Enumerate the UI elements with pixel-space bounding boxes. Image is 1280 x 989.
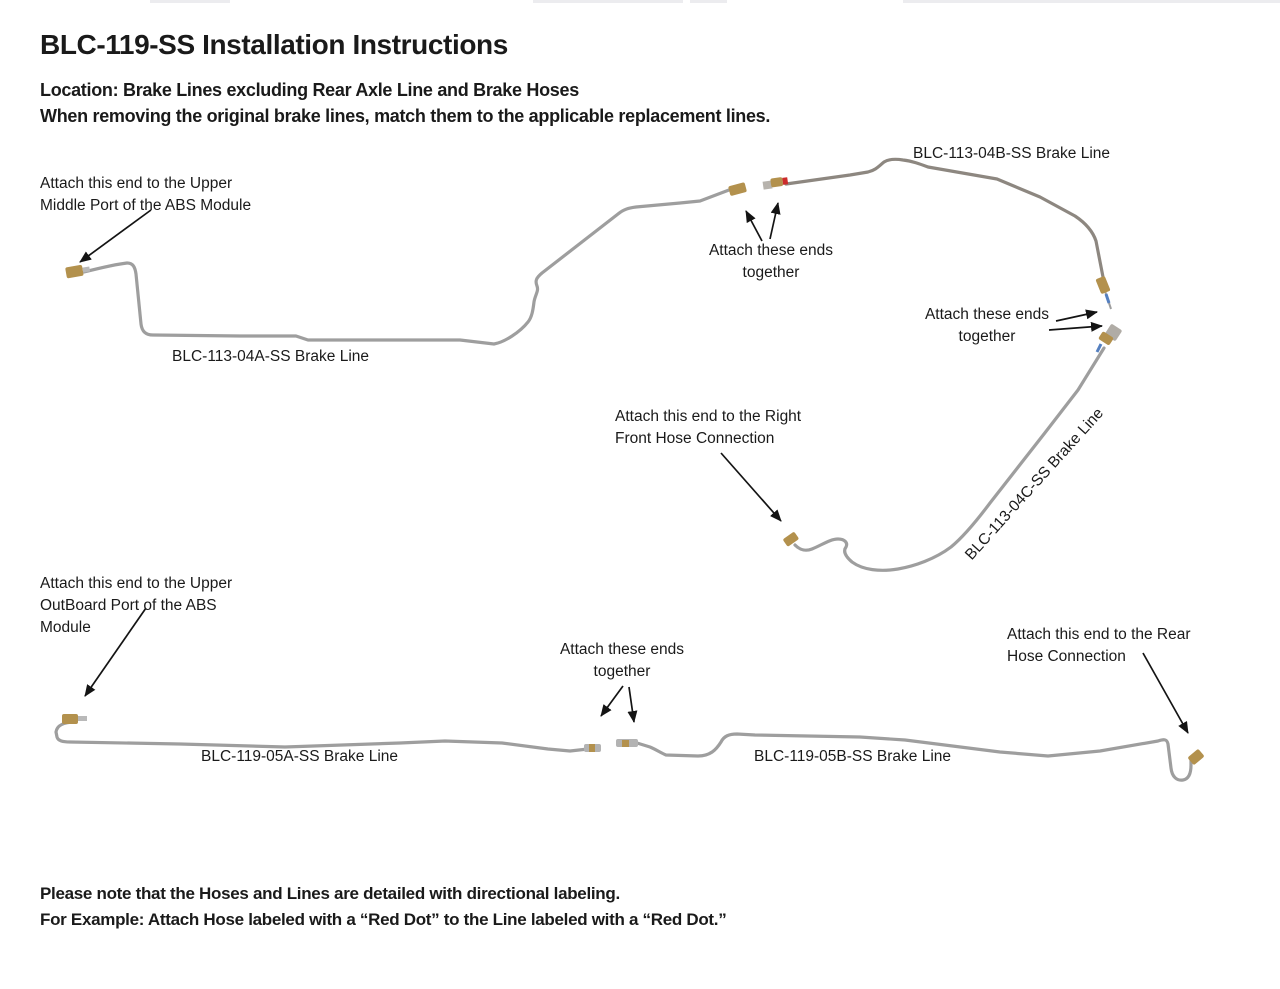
location-line: Location: Brake Lines excluding Rear Axle Line and Brake Hoses [40, 80, 579, 100]
callout-abs-upper-middle-port: Attach this end to the Upper Middle Port of the ABS Module [40, 175, 252, 214]
callout-ends-together-bottom: Attach these ends together [559, 641, 685, 680]
removal-instruction-line: When removing the original brake lines, match them to the applicable replacement lines. [40, 106, 771, 126]
brass-fitting [65, 263, 91, 278]
label-blc-119-05a: BLC-119-05A-SS Brake Line [201, 748, 399, 765]
annotation-arrow [80, 210, 151, 262]
label-blc-113-04c: BLC-113-04C-SS Brake Line [962, 404, 1108, 564]
red-dot-marker [782, 177, 788, 185]
brass-fitting [62, 714, 87, 724]
annotation-arrow [1056, 312, 1097, 321]
annotation-arrow [601, 686, 623, 716]
annotation-arrow [629, 687, 634, 722]
note-directional-labeling: Please note that the Hoses and Lines are detailed with directional labeling. [40, 884, 620, 903]
brass-fitting-with-red-dot [762, 176, 788, 189]
label-blc-119-05b: BLC-119-05B-SS Brake Line [754, 748, 952, 765]
callout-rear-hose: Attach this end to the Rear Hose Connection [1007, 626, 1191, 665]
callout-ends-together-right: Attach these ends together [924, 306, 1050, 345]
callout-ends-together-top: Attach these ends together [708, 242, 834, 281]
brass-fitting [1095, 276, 1110, 295]
label-blc-113-04b: BLC-113-04B-SS Brake Line [913, 145, 1111, 162]
brass-fitting [728, 182, 747, 196]
annotation-arrow [746, 211, 762, 241]
label-blc-113-04a: BLC-113-04A-SS Brake Line [172, 348, 370, 365]
brass-fitting [616, 739, 638, 747]
page-title: BLC-119-SS Installation Instructions [40, 29, 508, 60]
blc-119-05a-tube [56, 722, 588, 751]
note-red-dot-example: For Example: Attach Hose labeled with a “Red Dot” to the Line labeled with a “Red Dot.” [40, 910, 727, 929]
blue-dot-marker [1106, 294, 1109, 303]
callout-abs-upper-outboard-port: Attach this end to the Upper OutBoard Port of the ABS Module [40, 575, 233, 636]
annotation-arrow [721, 453, 781, 521]
annotation-arrow [770, 203, 778, 239]
callout-right-front-hose: Attach this end to the Right Front Hose Connection [615, 408, 802, 447]
brass-fitting [584, 744, 601, 752]
